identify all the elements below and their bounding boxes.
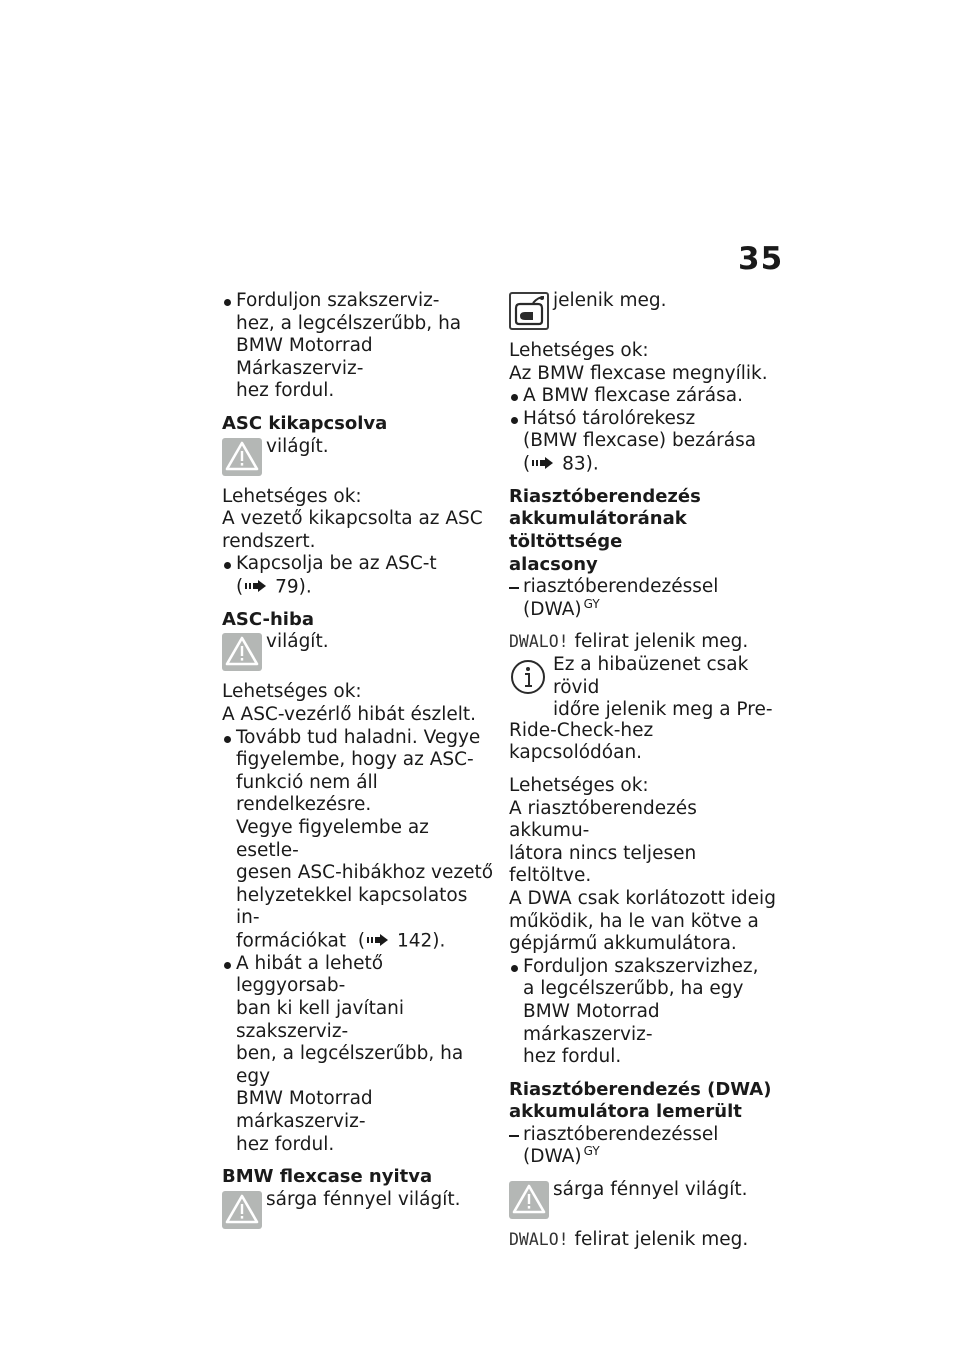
left-column: Forduljon szakszerviz- hez, a legcélszerűbb, ha BMW Motorrad Márkaszerviz- hez fordul. ASC kikapcsolva világít. Lehetséges ok: A vezető kikapcsolta az ASC rendszert. Kapcsolja be az ASC-t ( 79). ASC-hiba világít. Lehetséges ok: A ASC-vezérlő hibát észlelt. Tovább tud haladni. Vegye figyelembe, hogy az ASC- funkció nem áll rendelkezésre. Vegye figyelembe az esetle- gesen ASC-hibákhoz vezető helyzetekkel kapcsolatos in- formációkat ( 142). A hibát a lehető leggyorsab- ban ki kell javítani szakszerviz- ben, a legcélszerűbb, ha egy BMW Motorrad márkaszerviz- hez fordul. BMW flexcase nyitva sárga fénnyel világít. — [222, 290, 494, 1229]
list-item: Kapcsolja be az ASC-t ( 79). — [222, 553, 494, 598]
indicator-row: sárga fénnyel világít. — [509, 1179, 781, 1219]
warning-triangle-icon — [222, 633, 262, 671]
info-icon — [509, 658, 547, 696]
warning-triangle-icon — [509, 1181, 549, 1219]
indicator-row: világít. — [222, 436, 494, 476]
page-number: 35 — [738, 241, 784, 277]
section-heading: Riasztóberendezés (DWA) — [509, 1078, 772, 1100]
note-row: Ez a hibaüzenet csak rövid időre jelenik meg a Pre- — [509, 654, 781, 722]
page-reference-arrow-icon — [245, 576, 267, 599]
indicator-row: világít. — [222, 631, 494, 671]
section-heading: Riasztóberendezés — [509, 485, 701, 507]
list-item: riasztóberendezéssel (DWA) $^{GY}$ — [509, 576, 781, 621]
right-column: jelenik meg. Lehetséges ok: Az BMW flexcase megnyílik. A BMW flexcase zárása. Hátsó tárolórekesz (BMW flexcase) bezárása ( 83). Riasztóberendezés akkumulátorának töltöttsége alacsony riasztóberendezéssel (DWA) $^{GY}$ DWALO! felirat jelenik meg. Ez a hibaüzenet csak rövid időre jelenik meg a Pre- Ride-Check-hez kapcsolódóan. Lehetséges ok: A riasztóberendezés akkumu- látora nincs teljesen feltöltve. A DWA csak korlátozott ideig működik, ha le van kötve a gépjármű akkumulátora. Forduljon szakszervizhez, a legcélszerűbb, ha egy BMW Motorrad márkaszerviz- hez fordul. Riasztóberendezés (DWA) akkumulátora lemerült riasztóberendezéssel (DWA) $^{GY}$ sárga fénnyel világít. DWALO! felirat jelenik meg. — [509, 290, 781, 1252]
list-item: Hátsó tárolórekesz (BMW flexcase) bezárása ( 83). — [509, 408, 781, 476]
list-item: Forduljon szakszervizhez, a legcélszerűbb, ha egy BMW Motorrad márkaszerviz- hez fordul. — [509, 956, 781, 1069]
display-message: DWALO! — [509, 632, 569, 652]
warning-triangle-icon — [222, 1191, 262, 1229]
section-heading: ASC-hiba — [222, 608, 315, 630]
cause-label: Lehetséges ok: — [509, 774, 649, 796]
section-heading: ASC kikapcsolva — [222, 412, 388, 434]
cause-label: Lehetséges ok: — [509, 340, 649, 361]
page-reference-arrow-icon — [532, 453, 554, 476]
indicator-row: jelenik meg. — [509, 290, 781, 330]
flexcase-open-icon — [509, 292, 549, 330]
section-heading: alacsony — [509, 553, 598, 575]
list-item: A hibát a lehető leggyorsab- ban ki kell javítani szakszerviz- ben, a legcélszerűbb, ha egy BMW Motorrad márkaszerviz- hez fordul. — [222, 953, 494, 1156]
warning-triangle-icon — [222, 438, 262, 476]
indicator-row: sárga fénnyel világít. — [222, 1189, 494, 1229]
list-item: riasztóberendezéssel (DWA) $^{GY}$ — [509, 1124, 781, 1169]
display-message: DWALO! — [509, 1230, 569, 1250]
list-item: Tovább tud haladni. Vegye figyelembe, hogy az ASC- funkció nem áll rendelkezésre. Vegye figyelembe az esetle- gesen ASC-hibákhoz vezető helyzetekkel kapcsolatos in- formációkat ( 142). — [222, 727, 494, 953]
section-heading: akkumulátora lemerült — [509, 1101, 742, 1123]
section-heading: akkumulátorának töltöttsége — [509, 508, 687, 553]
cause-label: Lehetséges ok: — [222, 485, 362, 507]
page-reference-arrow-icon — [367, 930, 389, 953]
section-heading: BMW flexcase nyitva — [222, 1166, 433, 1188]
list-item: Forduljon szakszerviz- hez, a legcélszerűbb, ha BMW Motorrad Márkaszerviz- hez fordul. — [222, 290, 494, 403]
list-item: A BMW flexcase zárása. — [509, 385, 781, 408]
cause-label: Lehetséges ok: — [222, 681, 362, 703]
